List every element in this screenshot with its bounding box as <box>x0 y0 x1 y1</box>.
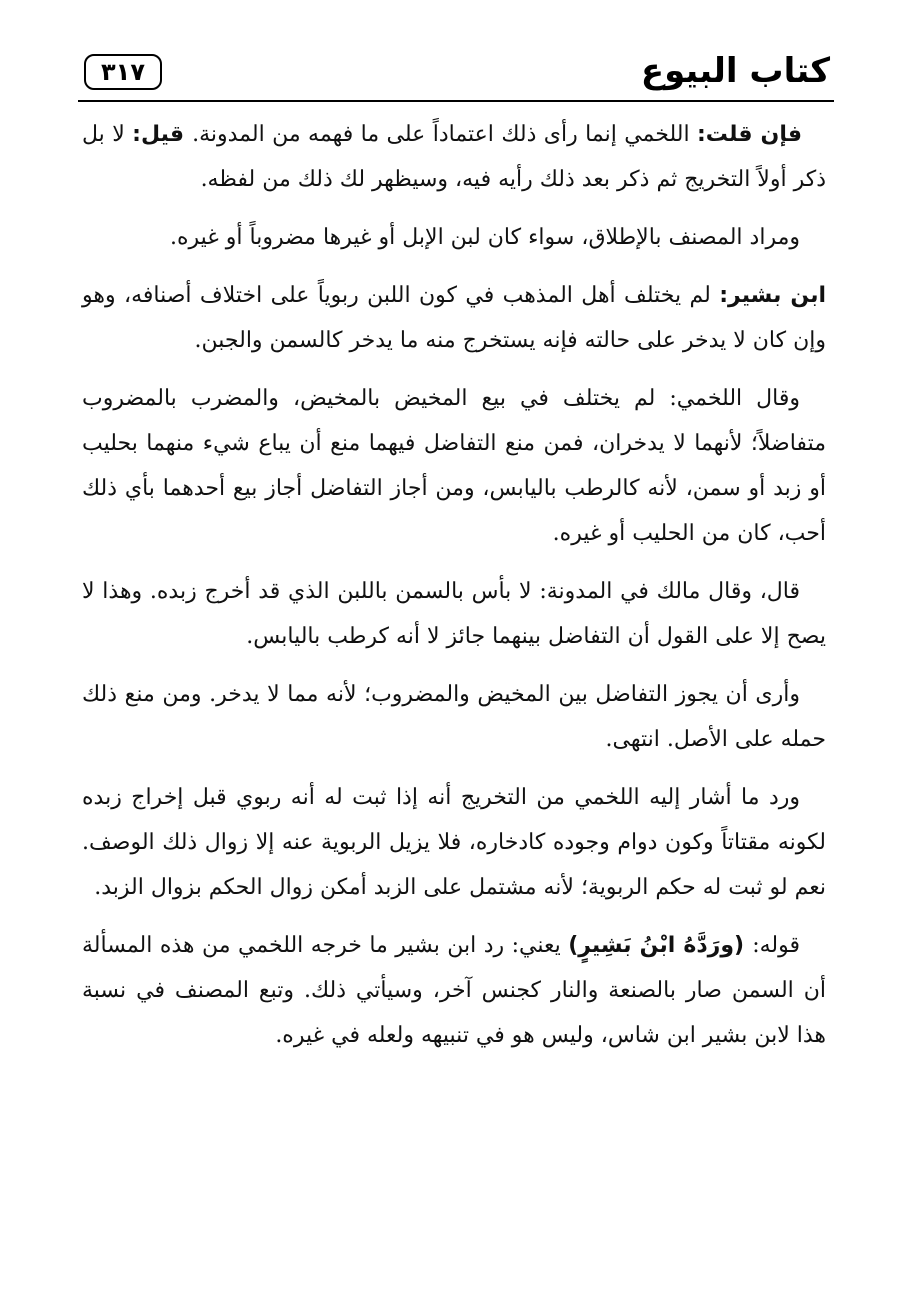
paragraph-2 <box>82 215 826 260</box>
lead-term: ابن بشير: <box>719 283 826 308</box>
paragraph-6 <box>82 672 826 762</box>
paragraph-text: لم يختلف أهل المذهب في كون اللبن ربوياً على اختلاف أصنافه، وهو وإن كان لا يدخر على حالته فإنه يستخرج منه ما يدخر كالسمن والجبن. <box>82 283 826 353</box>
paragraph-8 <box>82 923 826 1058</box>
paragraph-text: لا بل ذكر أولاً التخريج ثم ذكر بعد ذلك رأيه فيه، وسيظهر لك ذلك من لفظه. <box>82 122 826 192</box>
lead-term: فإن قلت: <box>697 122 802 147</box>
body-text <box>82 112 826 1071</box>
header-rule <box>78 100 834 102</box>
paragraph-3 <box>82 273 826 363</box>
page-number: ٣١٧ <box>84 54 162 90</box>
lead-term: قيل: <box>132 122 193 147</box>
page-header <box>78 40 834 102</box>
paragraph-text: يعني: رد ابن بشير ما خرجه اللخمي من هذه المسألة أن السمن صار بالصنعة والنار كجنس آخر، وسيأتي ذلك. وتبع المصنف في نسبة هذا لابن بشير ابن شاس، وليس هو في تنبيهه ولعله في غيره. <box>82 933 826 1048</box>
paragraph-text: وقال اللخمي: لم يختلف في بيع المخيض بالمخيض، والمضرب بالمضروب متفاضلاً؛ لأنهما لا يدخران، فمن منع التفاضل فيهما منع أن يباع شيء منهما بحليب أو زبد أو سمن، لأنه كالرطب باليابس، ومن أجاز التفاضل أجاز بيع أحدهما بأي ذلك أحب، كان من الحليب أو غيره. <box>82 386 826 546</box>
paragraph-text: اللخمي إنما رأى ذلك اعتماداً على ما فهمه من المدونة. <box>192 122 697 147</box>
paragraph-text: قوله: <box>752 933 800 958</box>
quoted-term: (ورَدَّهُ ابْنُ بَشِيرٍ) <box>568 933 753 958</box>
paragraph-1 <box>82 112 826 202</box>
paragraph-7 <box>82 775 826 910</box>
paragraph-text: وأرى أن يجوز التفاضل بين المخيض والمضروب؛ لأنه مما لا يدخر. ومن منع ذلك حمله على الأصل. انتهى. <box>82 682 826 752</box>
paragraph-5 <box>82 569 826 659</box>
paragraph-text: قال، وقال مالك في المدونة: لا بأس بالسمن باللبن الذي قد أخرج زبده. وهذا لا يصح إلا على القول أن التفاضل بينهما جائز لا أنه كرطب باليابس. <box>82 579 826 649</box>
paragraph-text: ومراد المصنف بالإطلاق، سواء كان لبن الإبل أو غيرها مضروباً أو غيره. <box>169 225 800 250</box>
paragraph-4 <box>82 376 826 556</box>
paragraph-text: ورد ما أشار إليه اللخمي من التخريج أنه إذا ثبت له أنه ربوي قبل إخراج زبده لكونه مقتاتاً وكون دوام وجوده كادخاره، فلا يزيل الربوية عنه إلا زوال ذلك الوصف. نعم لو ثبت له حكم الربوية؛ لأنه مشتمل على الزبد أمكن زوال الحكم بزوال الزبد. <box>82 785 826 900</box>
book-title: كتاب البيوع <box>640 51 830 91</box>
